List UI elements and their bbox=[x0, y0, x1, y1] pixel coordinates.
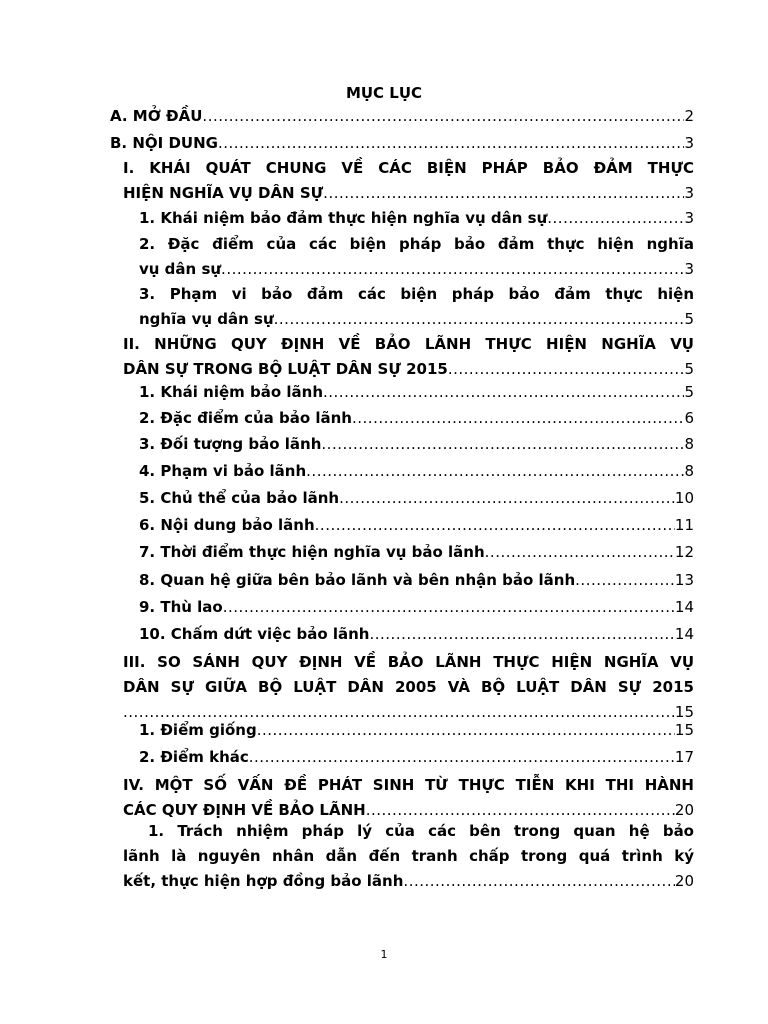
toc-entry-line bbox=[139, 307, 694, 332]
toc-page-number: 12 bbox=[674, 543, 694, 561]
toc-entry-label: DÂN SỰ TRONG BỘ LUẬT DÂN SỰ 2015 bbox=[123, 360, 448, 378]
toc-entry[interactable] bbox=[139, 540, 694, 565]
toc-entry-line bbox=[139, 257, 694, 282]
toc-entry-label: 4. Phạm vi bảo lãnh bbox=[139, 462, 307, 480]
toc-page-number: 2 bbox=[684, 107, 694, 125]
toc-entry-label: 10. Chấm dứt việc bảo lãnh bbox=[139, 625, 370, 643]
toc-entry-label: 8. Quan hệ giữa bên bảo lãnh và bên nhận bảo lãnh bbox=[139, 571, 576, 589]
toc-entry-label: kết, thực hiện hợp đồng bảo lãnh bbox=[123, 872, 404, 890]
toc-entry[interactable] bbox=[110, 104, 694, 129]
toc-page-number: 8 bbox=[684, 462, 694, 480]
toc-page-number: 14 bbox=[674, 625, 694, 643]
toc-entry-text: lãnh là nguyên nhân dẫn đến tranh chấp trong quá trình ký bbox=[123, 847, 694, 865]
toc-title: MỤC LỤC bbox=[345, 84, 423, 102]
toc-entry-line bbox=[139, 406, 694, 431]
toc-entry-line bbox=[110, 131, 694, 156]
toc-entry[interactable] bbox=[123, 773, 694, 823]
dot-leader bbox=[547, 206, 684, 231]
toc-entry-label: 1. Khái niệm bảo đảm thực hiện nghĩa vụ dân sự bbox=[139, 209, 548, 227]
toc-entry[interactable] bbox=[123, 332, 694, 382]
toc-entry-line bbox=[139, 432, 694, 457]
dot-leader bbox=[315, 513, 675, 538]
dot-leader bbox=[249, 745, 675, 770]
toc-page-number: 15 bbox=[674, 703, 694, 721]
toc-page-number: 13 bbox=[674, 571, 694, 589]
toc-entry[interactable] bbox=[139, 406, 694, 431]
toc-entry-text: II. NHỮNG QUY ĐỊNH VỀ BẢO LÃNH THỰC HIỆN NGHĨA VỤ bbox=[123, 335, 694, 353]
toc-entry-line bbox=[139, 206, 694, 231]
toc-entry-line bbox=[139, 622, 694, 647]
toc-entry-line bbox=[123, 869, 694, 894]
dot-leader bbox=[218, 131, 684, 156]
toc-entry-label: 6. Nội dung bảo lãnh bbox=[139, 516, 315, 534]
dot-leader bbox=[323, 380, 684, 405]
dot-leader bbox=[352, 406, 684, 431]
dot-leader bbox=[448, 357, 685, 382]
toc-entry-line bbox=[110, 104, 694, 129]
toc-entry-line bbox=[139, 513, 694, 538]
toc-page-number: 10 bbox=[674, 489, 694, 507]
toc-entry[interactable] bbox=[139, 432, 694, 457]
toc-entry-label: 7. Thời điểm thực hiện nghĩa vụ bảo lãnh bbox=[139, 543, 485, 561]
dot-leader bbox=[223, 595, 675, 620]
dot-leader bbox=[202, 104, 684, 129]
toc-entry-line bbox=[123, 181, 694, 206]
toc-entry[interactable] bbox=[139, 718, 694, 743]
page-number: 1 bbox=[380, 948, 388, 961]
toc-entry[interactable] bbox=[139, 486, 694, 511]
toc-page-number: 20 bbox=[674, 801, 694, 819]
toc-entry[interactable] bbox=[139, 282, 694, 332]
toc-entry-text: 1. Trách nhiệm pháp lý của các bên trong quan hệ bảo bbox=[148, 822, 694, 840]
toc-entry-label: 2. Điểm khác bbox=[139, 748, 249, 766]
toc-entry[interactable] bbox=[123, 819, 694, 894]
toc-page-number: 5 bbox=[684, 360, 694, 378]
toc-entry-label: CÁC QUY ĐỊNH VỀ BẢO LÃNH bbox=[123, 801, 366, 819]
toc-entry-line bbox=[139, 459, 694, 484]
dot-leader bbox=[306, 459, 684, 484]
toc-entry-label: A. MỞ ĐẦU bbox=[110, 107, 203, 125]
toc-page-number: 20 bbox=[674, 872, 694, 890]
toc-entry[interactable] bbox=[139, 745, 694, 770]
toc-entry[interactable] bbox=[110, 131, 694, 156]
toc-entry-text: III. SO SÁNH QUY ĐỊNH VỀ BẢO LÃNH THỰC HIỆN NGHĨA VỤ bbox=[123, 653, 694, 671]
toc-page-number: 3 bbox=[684, 134, 694, 152]
toc-entry-label: 1. Điểm giống bbox=[139, 721, 257, 739]
toc-entry[interactable] bbox=[139, 232, 694, 282]
dot-leader bbox=[339, 486, 675, 511]
dot-leader bbox=[257, 718, 675, 743]
toc-entry-label: B. NỘI DUNG bbox=[110, 134, 218, 152]
dot-leader bbox=[403, 869, 674, 894]
toc-entry[interactable] bbox=[139, 513, 694, 538]
toc-entry-label: vụ dân sự bbox=[139, 260, 222, 278]
toc-entry-line bbox=[139, 568, 694, 593]
dot-leader bbox=[274, 307, 685, 332]
toc-entry-text: I. KHÁI QUÁT CHUNG VỀ CÁC BIỆN PHÁP BẢO ĐẢM THỰC bbox=[123, 159, 694, 177]
toc-entry-label: 1. Khái niệm bảo lãnh bbox=[139, 383, 323, 401]
toc-entry[interactable] bbox=[139, 595, 694, 620]
toc-entry[interactable] bbox=[139, 206, 694, 231]
toc-entry-text: IV. MỘT SỐ VẤN ĐỀ PHÁT SINH TỪ THỰC TIỄN KHI THI HÀNH bbox=[123, 776, 694, 794]
toc-entry-label: 3. Đối tượng bảo lãnh bbox=[139, 435, 322, 453]
toc-page-number: 8 bbox=[684, 435, 694, 453]
dot-leader bbox=[321, 432, 684, 457]
toc-entry[interactable] bbox=[139, 622, 694, 647]
toc-entry[interactable] bbox=[139, 459, 694, 484]
toc-entry-label: nghĩa vụ dân sự bbox=[139, 310, 274, 328]
toc-entry-text: 2. Đặc điểm của các biện pháp bảo đảm thực hiện nghĩa bbox=[139, 235, 694, 253]
toc-entry-line bbox=[123, 357, 694, 382]
toc-page-number: 5 bbox=[684, 310, 694, 328]
toc-entry-line bbox=[139, 540, 694, 565]
toc-entry[interactable] bbox=[139, 568, 694, 593]
toc-entry-label: 2. Đặc điểm của bảo lãnh bbox=[139, 409, 352, 427]
toc-entry-line bbox=[139, 718, 694, 743]
toc-entry-text: 3. Phạm vi bảo đảm các biện pháp bảo đảm thực hiện bbox=[139, 285, 694, 303]
toc-entry-label: 9. Thù lao bbox=[139, 598, 223, 616]
toc-page-number: 14 bbox=[674, 598, 694, 616]
toc-page-number: 15 bbox=[674, 721, 694, 739]
toc-entry-label: HIỆN NGHĨA VỤ DÂN SỰ bbox=[123, 184, 324, 202]
toc-entry[interactable] bbox=[139, 380, 694, 405]
toc-entry-line bbox=[139, 380, 694, 405]
toc-entry-line bbox=[139, 486, 694, 511]
toc-entry-text: DÂN SỰ GIỮA BỘ LUẬT DÂN 2005 VÀ BỘ LUẬT DÂN SỰ 2015 bbox=[123, 678, 694, 696]
toc-page-number: 5 bbox=[684, 383, 694, 401]
toc-page-number: 11 bbox=[674, 516, 694, 534]
dot-leader bbox=[485, 540, 675, 565]
toc-entry[interactable] bbox=[123, 156, 694, 206]
toc-entry[interactable] bbox=[123, 650, 694, 725]
toc-page-number: 6 bbox=[684, 409, 694, 427]
dot-leader bbox=[575, 568, 675, 593]
dot-leader bbox=[323, 181, 684, 206]
toc-page-number: 3 bbox=[684, 260, 694, 278]
toc-page-number: 17 bbox=[674, 748, 694, 766]
toc-entry-line bbox=[139, 595, 694, 620]
toc-entry-line bbox=[139, 745, 694, 770]
toc-entry-label: 5. Chủ thể của bảo lãnh bbox=[139, 489, 340, 507]
dot-leader bbox=[221, 257, 684, 282]
toc-page-number: 3 bbox=[684, 184, 694, 202]
toc-page-number: 3 bbox=[684, 209, 694, 227]
dot-leader bbox=[369, 622, 674, 647]
